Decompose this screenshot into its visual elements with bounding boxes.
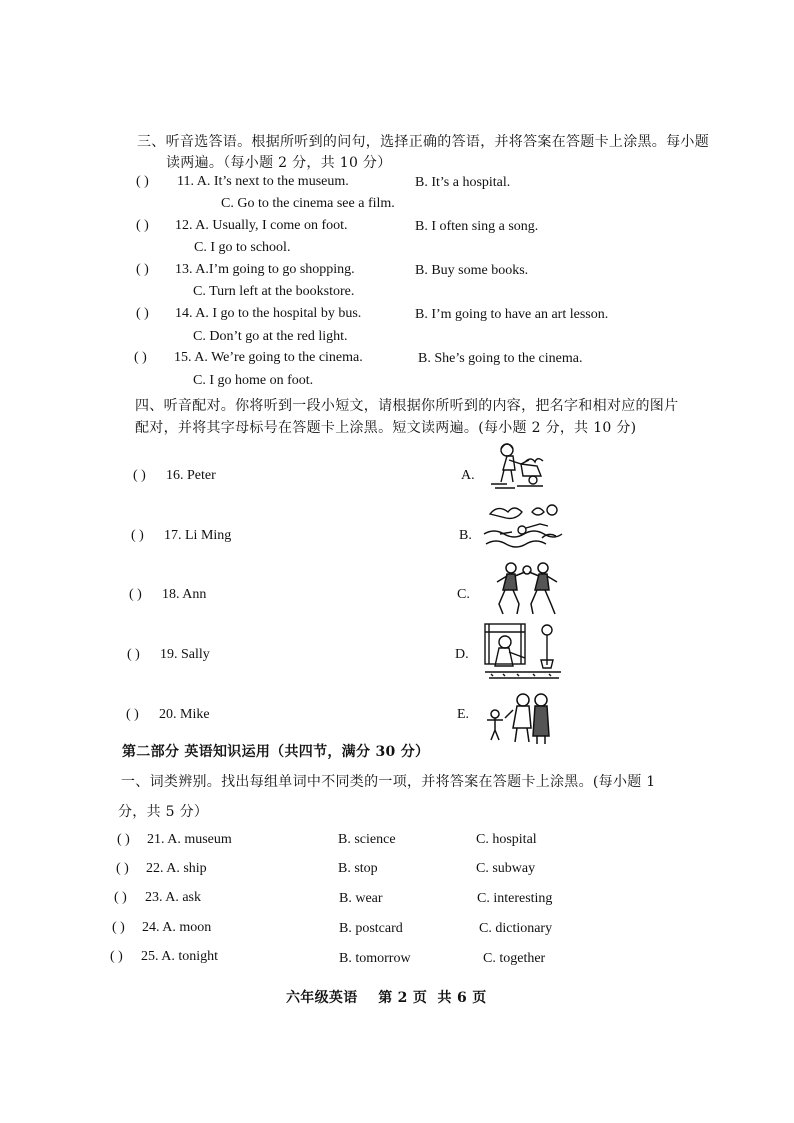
picture-letter-c: C. (457, 587, 470, 602)
answer-paren-22: ( ) (116, 861, 129, 876)
answer-paren-17: ( ) (131, 528, 144, 543)
part2-sub1-line1: 一、词类辨别。找出每组单词中不同类的一项，并将答案在答题卡上涂黑。(每小题 1 (121, 774, 656, 790)
q24-option-a: 24. A. moon (142, 920, 212, 935)
q21-option-b: B. science (338, 832, 396, 847)
q12-option-a: 12. A. Usually, I come on foot. (175, 218, 348, 233)
item19-name: 19. Sally (160, 647, 210, 662)
painting-picture-icon (483, 622, 563, 684)
q15-option-b: B. She’s going to the cinema. (418, 351, 583, 366)
answer-paren-25: ( ) (110, 949, 123, 964)
swimming-picture-icon (482, 500, 564, 556)
q24-option-c: C. dictionary (479, 921, 553, 936)
answer-paren-23: ( ) (114, 890, 127, 905)
q13-option-a: 13. A.I’m going to go shopping. (175, 262, 355, 277)
section4-heading-line2: 配对，并将其字母标号在答题卡上涂黑。短文读两遍。(每小题 2 分，共 10 分) (135, 420, 637, 436)
q21-option-c: C. hospital (476, 832, 537, 847)
q14-option-a: 14. A. I go to the hospital by bus. (175, 306, 362, 321)
answer-paren-13: ( ) (136, 262, 149, 277)
q12-option-c: C. I go to school. (194, 240, 291, 255)
q22-option-b: B. stop (338, 861, 378, 876)
answer-paren-14: ( ) (136, 306, 149, 321)
q11-option-c: C. Go to the cinema see a film. (221, 196, 395, 211)
part2-sub1-line2: 分，共 5 分） (118, 804, 209, 820)
page-footer: 六年级英语 第 2 页 共 6 页 (286, 990, 487, 1006)
answer-paren-15: ( ) (134, 350, 147, 365)
item18-name: 18. Ann (162, 587, 207, 602)
q22-option-c: C. subway (476, 861, 536, 876)
answer-paren-11: ( ) (136, 174, 149, 189)
q15-option-a: 15. A. We’re going to the cinema. (174, 350, 363, 365)
q25-option-c: C. together (483, 951, 546, 966)
q11-option-a: 11. A. It’s next to the museum. (177, 174, 349, 189)
answer-paren-12: ( ) (136, 218, 149, 233)
q13-option-c: C. Turn left at the bookstore. (193, 284, 355, 299)
picture-letter-e: E. (457, 707, 470, 722)
q14-option-c: C. Don’t go at the red light. (193, 329, 348, 344)
q23-option-a: 23. A. ask (145, 890, 201, 905)
section3-heading-line2: 读两遍。（每小题 2 分，共 10 分） (166, 155, 392, 171)
answer-paren-24: ( ) (112, 920, 125, 935)
q13-option-b: B. Buy some books. (415, 263, 529, 278)
picture-letter-a: A. (461, 468, 475, 483)
item17-name: 17. Li Ming (164, 528, 232, 543)
basketball-picture-icon (493, 560, 563, 618)
q24-option-b: B. postcard (339, 921, 403, 936)
answer-paren-19: ( ) (127, 647, 140, 662)
picture-letter-b: B. (459, 528, 472, 543)
q25-option-b: B. tomorrow (339, 951, 411, 966)
item20-name: 20. Mike (159, 707, 210, 722)
q11-option-b: B. It’s a hospital. (415, 175, 511, 190)
q25-option-a: 25. A. tonight (141, 949, 219, 964)
answer-paren-21: ( ) (117, 832, 130, 847)
answer-paren-16: ( ) (133, 468, 146, 483)
family-picture-icon (483, 690, 557, 746)
q12-option-b: B. I often sing a song. (415, 219, 539, 234)
q15-option-c: C. I go home on foot. (193, 373, 314, 388)
item16-name: 16. Peter (166, 468, 216, 483)
q21-option-a: 21. A. museum (147, 832, 232, 847)
section4-heading-line1: 四、听音配对。你将听到一段小短文，请根据你所听到的内容，把名字和相对应的图片 (135, 398, 679, 414)
q22-option-a: 22. A. ship (146, 861, 207, 876)
q23-option-b: B. wear (339, 891, 383, 906)
gardening-picture-icon (487, 440, 549, 494)
q23-option-c: C. interesting (477, 891, 553, 906)
part2-title: 第二部分 英语知识运用（共四节，满分 30 分） (122, 744, 430, 760)
answer-paren-18: ( ) (129, 587, 142, 602)
answer-paren-20: ( ) (126, 707, 139, 722)
picture-letter-d: D. (455, 647, 469, 662)
q14-option-b: B. I’m going to have an art lesson. (415, 307, 609, 322)
section3-heading-line1: 三、听音选答语。根据所听到的问句，选择正确的答语，并将答案在答题卡上涂黑。每小题 (137, 134, 709, 150)
